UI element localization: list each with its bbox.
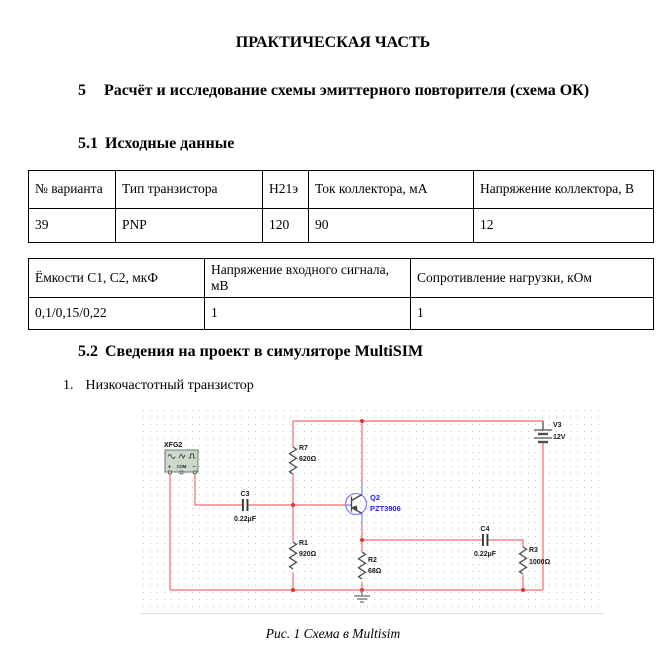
r3-ref: R3 <box>529 547 538 554</box>
cell-variant: 39 <box>29 209 116 243</box>
multisim-schematic-image <box>140 407 604 614</box>
r1-ref: R1 <box>299 540 308 547</box>
list-item-number: 1. <box>63 378 74 393</box>
generator-com-label: COM <box>176 464 187 469</box>
header-variant: № варианта <box>29 171 116 209</box>
r2-ref: R2 <box>368 557 377 564</box>
resistor-symbol <box>359 552 366 579</box>
generator-ref-label: XFG2 <box>164 442 183 449</box>
header-capacitance: Ёмкости С1, С2, мкФ <box>29 259 205 298</box>
resistor-r2 <box>359 552 382 579</box>
battery-icon <box>534 421 566 442</box>
parameters-table <box>28 258 654 330</box>
resistor-r1 <box>290 540 317 569</box>
cell-load-resistance: 1 <box>411 298 654 330</box>
section-5-1-heading <box>78 135 234 153</box>
capacitor-symbol <box>242 499 244 511</box>
r7-ref: R7 <box>299 445 308 452</box>
header-h21e: Н21э <box>263 171 309 209</box>
list-item-text: Низкочастотный транзистор <box>85 378 254 393</box>
section-5-heading <box>78 79 593 103</box>
section-5-2-title: Сведения на проект в симуляторе MultiSIM <box>105 343 424 360</box>
list-item-transistor <box>63 378 254 394</box>
capacitor-c3 <box>234 491 257 523</box>
wires <box>170 421 543 590</box>
header-input-voltage: Напряжение входного сигнала, мВ <box>205 259 411 298</box>
page-title: ПРАКТИЧЕСКАЯ ЧАСТЬ <box>235 34 431 51</box>
header-transistor-type: Тип транзистора <box>116 171 263 209</box>
resistor-symbol <box>290 542 297 569</box>
capacitor-c4 <box>474 526 497 558</box>
capacitor-symbol <box>482 534 484 546</box>
v3-ref: V3 <box>553 422 562 429</box>
section-5-number: 5 <box>78 82 86 99</box>
cell-transistor-type: PNP <box>116 209 263 243</box>
cell-collector-current: 90 <box>309 209 474 243</box>
r2-value: 68Ω <box>368 568 382 575</box>
c4-ref: C4 <box>480 526 490 533</box>
section-5-title: Расчёт и исследование схемы эмиттерного повторителя (схема ОК) <box>104 82 590 99</box>
r1-value: 920Ω <box>299 551 317 558</box>
generator-minus-label: − <box>192 464 196 471</box>
q2-value: PZT3906 <box>370 504 401 513</box>
generator-plus-label: + <box>168 464 172 471</box>
circuit-diagram <box>140 407 604 613</box>
table-row <box>29 209 654 243</box>
section-5-1-number: 5.1 <box>78 135 98 152</box>
function-generator <box>164 442 198 474</box>
header-collector-voltage: Напряжение коллектора, В <box>474 171 654 209</box>
table-header-row <box>29 171 654 209</box>
q2-ref: Q2 <box>370 493 381 502</box>
section-5-2-heading <box>78 343 423 361</box>
c4-value: 0.22µF <box>474 551 496 558</box>
cell-input-voltage: 1 <box>205 298 411 330</box>
table-row <box>29 298 654 330</box>
header-load-resistance: Сопротивление нагрузки, кОм <box>411 259 654 298</box>
section-5-1-title: Исходные данные <box>105 135 235 152</box>
cell-capacitance: 0,1/0,15/0,22 <box>29 298 205 330</box>
resistor-symbol <box>290 447 297 474</box>
r3-value: 1000Ω <box>529 559 551 566</box>
ground-icon <box>354 590 370 602</box>
initial-data-table <box>28 170 654 243</box>
cell-h21e: 120 <box>263 209 309 243</box>
section-5-2-number: 5.2 <box>78 343 98 360</box>
cell-collector-voltage: 12 <box>474 209 654 243</box>
c3-ref: C3 <box>240 491 250 498</box>
resistor-r3 <box>520 547 551 574</box>
table-header-row <box>29 259 654 298</box>
v3-value: 12V <box>553 434 566 441</box>
r7-value: 620Ω <box>299 456 317 463</box>
resistor-symbol <box>520 547 527 574</box>
resistor-r7 <box>290 445 317 474</box>
figure-caption: Рис. 1 Схема в Multisim <box>265 626 401 641</box>
header-collector-current: Ток коллектора, мА <box>309 171 474 209</box>
transistor-symbol <box>346 483 401 525</box>
c3-value: 0.22µF <box>234 516 256 523</box>
